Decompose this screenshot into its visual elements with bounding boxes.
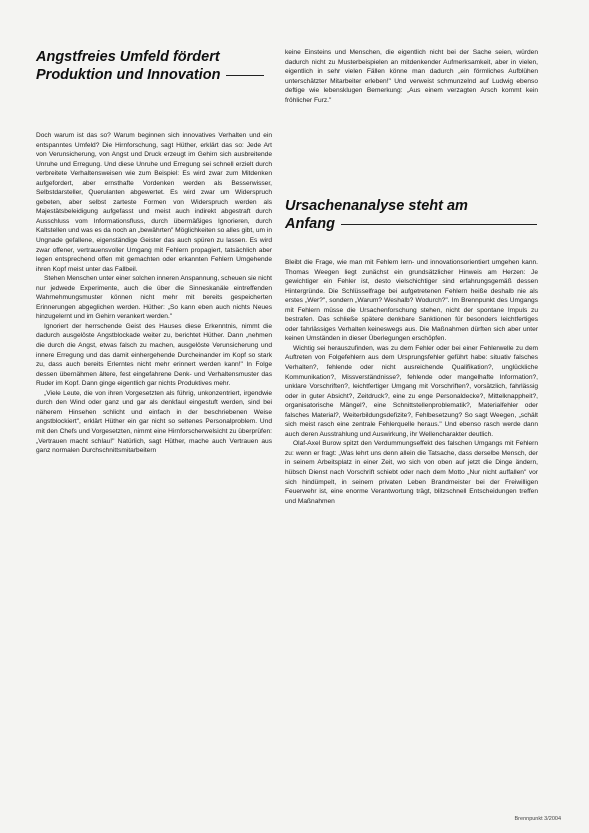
paragraph: Ignoriert der herrschende Geist des Hauses diese Erkenntnis, nimmt die dadurch ausgelöste Angstblockade weiter zu, berichtet Hüther. Dann „nehmen die durch die Angst, etwas falsch zu machen, ausgelöste Verunsicherung und innere Erregung und das damit einhergehende Durcheinander im Kopf so stark zu, dass auch bereits Erlerntes nicht mehr erinnert werden kann!" In Folge dessen übernähmen ältere, fest eingefahrene Denk- und Verhaltensmuster das Ruder im Kopf. Dann ginge eigentlich gar nichts Produktives mehr.: [36, 322, 272, 388]
paragraph: Bleibt die Frage, wie man mit Fehlern lern- und innovationsorientiert umgehen kann. Thomas Weegen liegt zunächst ein grundsätzlicher Hinweis am Herzen: Je gewichtiger ein Fehler ist, desto vielschichtiger sind erfahrungsgemäß dessen Hintergründe. Die Schlüsselfrage bei aufgetretenen Fehlern heiße deshalb nie als erstes „Wer?", sondern „Warum? Weshalb? Wodurch?". Im Brennpunkt des Umgangs mit Fehlern müsse die Ursachenforschung stehen, nicht der spontane Impuls zu bestrafen. Das schließe spätere denkbare Sanktionen für besonders leichtfertiges oder fahrlässiges Verhalten keineswegs aus. Die Maßnahmen dürften sich aber unter keinen Umständen in dieser Überlegungen erschöpfen.: [285, 259, 538, 343]
left-heading-line1: Angstfreies Umfeld fördert: [36, 49, 220, 65]
paragraph: Olaf-Axel Burow spitzt den Verdummungseffekt des falschen Umgangs mit Fehlern zu: wenn er fragt: „Was lehrt uns denn allein die Tatsache, dass derselbe Mensch, der in seinem Arbeitsplatz in einer Zeit, wo sich von oben auf jetzt die Dinge ändern, hübsch Dienst nach Vorschrift schiebt oder nach dem Motto „Nur nicht auffallen" vor sich hindümpelt, in seinem privaten Leben Brandmeister bei der Freiwilligen Feuerwehr ist, eine enorme Verantwortung trägt, blitzschnell Entscheidungen treffen und Maßnahmen: [285, 440, 538, 505]
page-footer: Brennpunkt 3/2004: [514, 816, 561, 822]
heading-rule: [226, 75, 264, 76]
left-heading-line2: Produktion und Innovation: [36, 67, 221, 83]
right-section-heading: [285, 197, 538, 233]
paragraph: Stehen Menschen unter einer solchen inneren Anspannung, scheuen sie nicht nur jedwede Experimente, auch die über die Sinneskanäle eintreffenden Wahrnehmungsmuster können nicht mehr mit bereits gespeicherten Erinnerungen abgeglichen werden. Hüther: „So kann eben auch nichts Neues hinzugelernt und im Gehirn verankert werden.": [36, 275, 273, 321]
right-heading-line2: Anfang: [285, 216, 335, 232]
paragraph: Doch warum ist das so? Warum beginnen sich innovatives Verhalten und ein entspanntes Umfeld? Die Hirnforschung, sagt Hüther, erklärt das so: Jede Art von Verunsicherung, von Angst und Druck erzeugt im Gehirn sich ausbreitende Unruhe und Erregung. Und diese Unruhe und Erregung sei schnell erzielt durch verbreitete Verhaltensweisen wie zum Beispiel: Es wird zwar zum Mitdenken aufgefordert, aber ernsthafte Vordenken werden als Besserwisser, Selbstdarsteller, Querulanten abgewertet. Es wird zwar um Widerspruch gebeten, aber selbst zarteste Formen von Widerspruch werden als Majestätsbeleidigung aufgefasst und meist auch indirekt abgestraft durch Ausschluss vom Informationsfluss, durch übermäßiges Ignorieren, durch Kaltstellen und was es da noch an „bewährten" Möglichkeiten so alles gibt, um in Ungnade gefallene, eigenständige Geister das auch spüren zu lassen. Es wird zwar offener, vertrauensvoller Umgang mit Fehlern propagiert, tatsächlich aber legen entsprechend offen mit gemachten oder erkannten Fehlern Umgehende ihren Kopf meist unter das Fallbeil.: [36, 132, 272, 273]
heading-rule: [341, 224, 537, 225]
right-column-top: [285, 48, 538, 105]
paragraph: „Viele Leute, die von ihren Vorgesetzten als führig, unkonzentriert, irgendwie durch den Wind oder ganz und gar als denkfaul eingestuft werden, sind bei näherem Hinsehen schlicht und einfach in der beschriebenen Weise angstblockiert", erklärt Hüther ein gar nicht so seltenes Personalproblem. Und mit den Chefs und Vorgesetzten, nimmt eine Hirnforscherwelsicht zu überprüfen: „Vertrauen macht schlau!" Natürlich, sagt Hüther, mache auch Vertrauen aus ganz normalen Durchschnittsmitarbeitern: [36, 389, 272, 455]
right-heading-line1: Ursachenanalyse steht am: [285, 198, 468, 214]
right-column-bottom: [285, 258, 538, 506]
left-section-heading: [36, 48, 272, 84]
paragraph: keine Einsteins und Menschen, die eigentlich nicht bei der Sache seien, würden dadurch nicht zu Musterbeispielen an mitdenkender Aufmerksamkeit, aber in vielen, eigentlich in sehr vielen Fällen könne man dadurch „ein förmliches Aufblühen unterschätzter Mitarbeiter erleben!" Und verweist schmunzelnd auf Ludwig ebenso deftige wie lebensklugen Bemerkung: „Aus einem verzagten Arsch kommt kein fröhlicher Furz.": [285, 49, 538, 104]
paragraph: Wichtig sei herauszufinden, was zu dem Fehler oder bei einer Fehlerwelle zu dem Auftreten von Folgefehlern aus dem Ursprungsfehler geführt habe: situativ falsches Verhalten?, fehlende oder nicht ausreichende Qualifikation?, unglückliche Kommunikation?, Missverständnisse?, fehlende oder mangelhafte Information?, unklare Vorschriften?, leichtfertiger Umgang mit Vorschriften?, vorsätzlich, fahrlässig oder in guter Absicht?, Zeitdruck?, eine zu enge Personaldecke?, Mittelknappheit?, organisatorische Mängel?, eine Schnittstellenproblematik?, Materialfehler oder falsches Material?, Weiterbildungsdefizite?, Fehlbesetzung? So sagt Weegen, „schält sich meist rasch eine zentrale Fehlerquelle heraus." Und ebenso rasch werde dann auch deren Ausstrahlung und Auswirkung, ihr Wellencharakter deutlich.: [285, 344, 538, 438]
left-column: [36, 131, 272, 456]
